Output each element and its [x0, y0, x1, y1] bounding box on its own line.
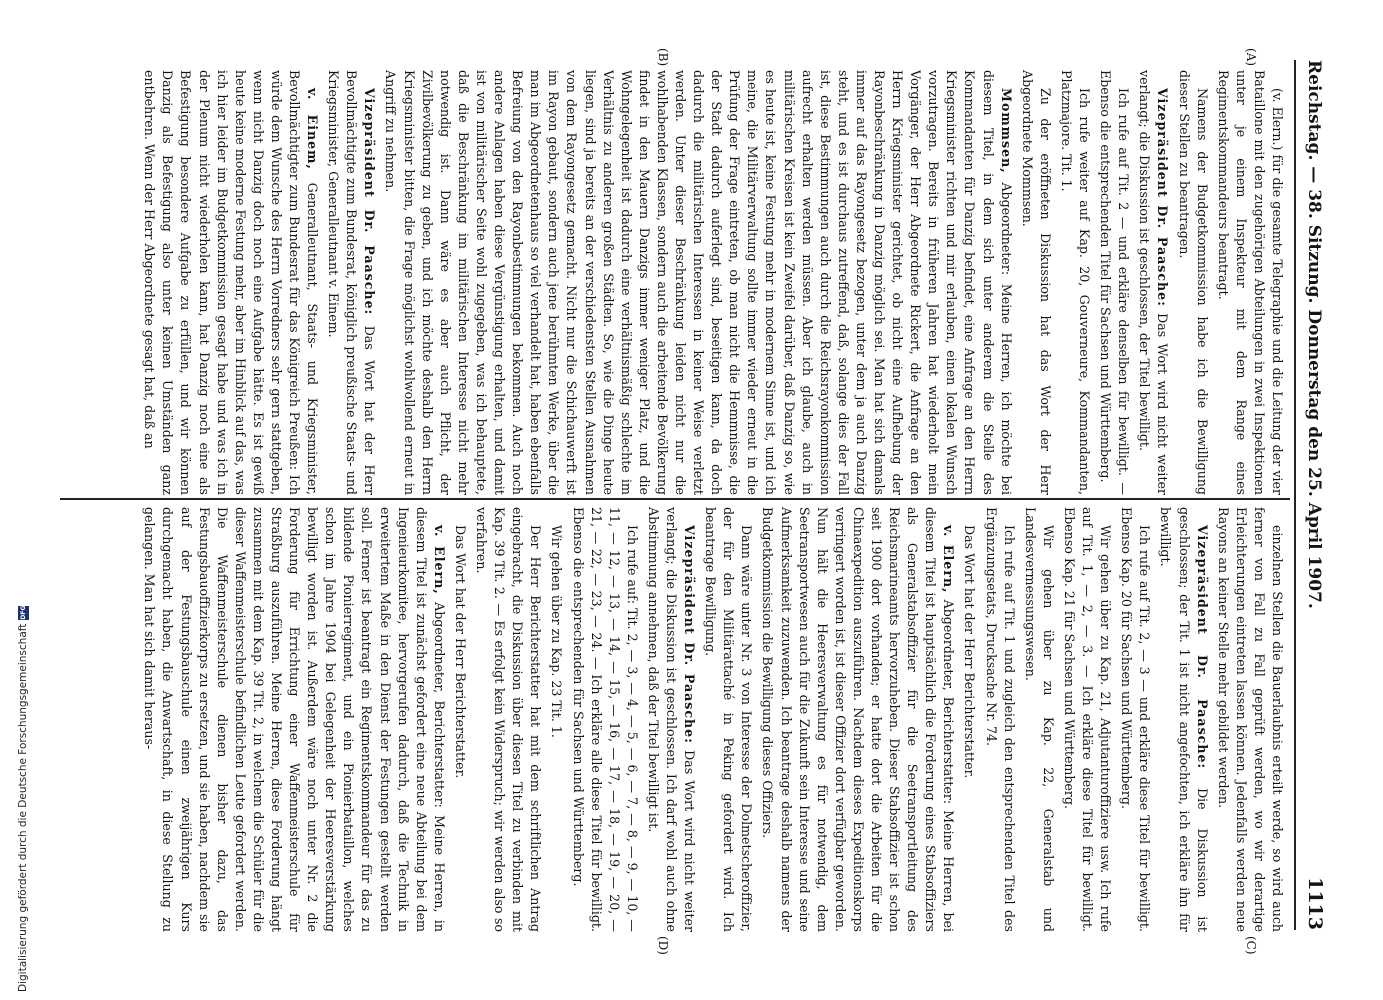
paragraph-text: Wir gehen über zu Kap. 21, Adjutanturoffiziere usw. Ich rufe auf Tit. 1, — 2, — 3. — Ich erkläre diese Titel für bewilligt. Ebenso Kap. 21 für Sachsen und Württemberg.	[1061, 507, 1114, 932]
speaker-name: v. Elern,	[941, 525, 957, 594]
paragraph	[451, 507, 469, 932]
page-number: 1113	[1304, 877, 1326, 930]
right-text-column	[62, 507, 1286, 932]
speaker-name: Vizepräsident Dr. Paasche:	[362, 88, 378, 316]
sidebar-strip	[0, 0, 29, 1000]
paragraph-text: Abgeordneter, Berichterstatter: Meine Herren, bei diesem Titel ist hauptsächlich die Forderung eines Stabsoffiziers als Generalstabsoffizier für die Seetransportleitung des Reichsmarineamts hervorzuheben. Dieser Stabsoffizier ist schon seit 1900 dort vorhanden; er hatte dort die Arbeiten für die Chinaexpedition auszuführen. Nachdem dieses Expeditionskorps verringert worden ist, ist dieser Offizier dort verfügbar geworden. Nun hält die Heeresverwaltung es für notwendig, dem Seetransportwesen auch für die Zukunft sein Interesse und seine Aufmerksamkeit zuzuwenden. Ich beantrage deshalb namens der Budgetkommission die Bewilligung dieses Offiziers.	[760, 507, 957, 932]
funding-credit-text: Digitalisierung gefördert durch die Deutsche Forschungsgemeinschaft	[17, 623, 29, 992]
paragraph-text: Das Wort hat der Herr Berichterstatter.	[452, 525, 468, 779]
paragraph-text: Das Wort hat der Herr Berichterstatter.	[962, 525, 978, 779]
paragraph-text: Abgeordneter: Meine Herren, ich möchte bei diesem Titel, in dem sich unter anderem die Stelle des Kommandanten für Danzig befindet, eine Anfrage an den Herrn Kriegsminister richten und mir erlauben, einen lokalen Wunsch vorzutragen. Bereits in früheren Jahren hat wiederholt mein Vorgänger, der Herr Abgeordnete Rickert, die Anfrage an den Herrn Kriegsminister gerichtet, ob nicht eine Aufhebung der Rayonbeschränkung in Danzig möglich sei. Man hat sich damals immer auf das Rayongesetz bezogen, unter dem ja auch Danzig steht, und es ist durchaus zutreffend, daß, solange dies der Fall ist, diese Bestimmungen auch durch die Reichsrayonkommission aufrecht erhalten werden müssen. Aber ich glaube, auch in militärischen Kreisen ist kein Zweifel darüber, daß Danzig so, wie es heute ist, keine Festung mehr in modernem Sinne ist, und ich meine, die Militärverwaltung sollte immer wieder erneut in die Prüfung der Frage eintreten, ob man nicht die Hemmnisse, die der Stadt dadurch auferlegt sind, beseitigen kann, da doch dadurch die militärischen Interessen in keiner Weise verletzt werden. Unter dieser Beschränkung leiden nicht nur die wohlhabenden Klassen, sondern auch die arbeitende Bevölkerung findet in den Mauern Danzigs immer weniger Platz, und die Wohngelegenheit ist dadurch eine verhältnismäßig schlechte im Verhältnis zu anderen großen Städten. So, wie die Dinge heute liegen, sind ja bereits an der verschiedensten Stellen Ausnahmen von dem Rayongesetz gemacht. Nicht nur die Schichauwerft ist im Rayon gebaut, sondern auch jene berühmten Werke, über die man im Abgeordnetenhaus so viel verhandelt hat, haben ebenfalls Befreiung von den Rayonbestimmungen bekommen. Auch noch andere Anlagen haben diese Vergünstigung erhalten, und damit ist von militärischer Seite wohl zugegeben, was ich behauptete, daß die Beschränkung im militärischen Interesse nicht mehr notwendig ist. Dann wäre es aber auch Pflicht, der Zivilbevölkerung zu geben, und ich möchte deshalb den Herrn Kriegsminister bitten, die Frage möglichst wohlwollend erneut in Angriff zu nehmen.	[383, 70, 1014, 495]
speaker-name: Vizepräsident Dr. Paasche:	[1194, 525, 1210, 770]
paragraph-text: Das Wort wird nicht weiter verlangt; die Diskussion ist geschlossen. Ich darf wohl auch ohne Abstimmung annehmen, daß der Titel bewilligt ist.	[645, 507, 698, 932]
paragraph-text: Ich rufe auf Tit. 2 — und erkläre denselben für bewilligt. — Ebenso die entsprechenden Titel für Sachsen und Württemberg.	[1098, 70, 1132, 495]
page-header	[1294, 60, 1326, 930]
paragraph-text: Zu der eröffneten Diskussion hat das Wort der Herr Abgeordnete Mommsen.	[1019, 70, 1053, 495]
paragraph-text: Wir gehen über zu Kap. 22, Generalstab und Landesvermessungswesen.	[1022, 507, 1056, 932]
paragraph-text: Der Herr Berichterstatter hat mit dem schriftlichen Antrag eingebracht, die Diskussion über diesen Titel zu verbinden mit Kap. 39 Tit. 2. — Es erfolgt kein Widerspruch; wir werden also so verfahren.	[474, 507, 544, 932]
paragraph	[1135, 70, 1171, 495]
speaker-name: Vizepräsident Dr. Paasche:	[682, 525, 698, 744]
paragraph	[1057, 70, 1093, 495]
paragraph	[381, 70, 1014, 495]
paragraph	[1214, 70, 1286, 495]
margin-mark-c: (C)	[1244, 936, 1258, 955]
paragraph	[1021, 507, 1057, 932]
paragraph-text: Dann wäre unter Nr. 3 von Interesse der Dolmetscheroffizier, der für den Militärattaché in Peking gefordert wird. Ich beantrage Bewilligung.	[703, 507, 755, 932]
paragraph-text: einzelnen Stellen die Bauerlaubnis erteilt werde, so wird auch ferner von Fall zu Fall geprüft werden, wo wir derartige Erleichterungen eintreten lassen können. Jedenfalls werden neue Rayons an keiner Stelle mehr gebildet werden.	[1215, 507, 1285, 932]
dfg-logo: DFG	[19, 605, 27, 620]
paragraph	[472, 507, 544, 932]
margin-mark-d: (D)	[656, 936, 670, 955]
paragraph	[568, 507, 640, 932]
paragraph	[701, 507, 755, 932]
paragraph-text: Die Diskussion ist geschlossen; der Tit. 1 ist nicht angefochten, ich erkläre ihn für bewilligt.	[1158, 507, 1210, 932]
paragraph-text: Ich rufe weiter auf Kap. 20, Gouverneure, Kommandanten, Platzmajore. Tit. 1.	[1058, 70, 1093, 495]
paragraph	[1060, 507, 1114, 932]
paragraph-text: Ich rufe auf Tit. 2, — 3 — und erkläre diese Titel für bewilligt. Ebenso Kap. 20 für Sachsen und Württemberg.	[1119, 507, 1153, 932]
document-page	[50, 0, 1340, 1000]
paragraph	[547, 507, 565, 932]
column-divider	[60, 498, 1290, 500]
paragraph-text: (v. Elern.) für die gesamte Telegraphie und die Leitung der vier Bataillone mit den zugehörigen Abteilungen in zwei Inspektionen unter je einem Inspekteur mit dem Range eines Regimentskommandeurs beantragt.	[1215, 70, 1285, 495]
paragraph-text: Das Wort wird nicht weiter verlangt; die Diskussion ist geschlossen, der Titel bewilligt.	[1137, 70, 1171, 495]
paragraph-text: Abgeordneter, Berichterstatter: Meine Herren, in diesem Titel ist zunächst gefordert eine neue Abteilung bei dem Ingenieurkomitee, hervorgerufen dadurch, daß die Technik in erweitertem Maße in den Dienst der Festungen gestellt werden soll. Ferner ist beantragt ein Regimentskommandeur für das zu bildende Pionierregiment, und ein Pionierbataillon, welches schon im Jahre 1904 bei Gelegenheit der Heeresverstärkung bewilligt worden ist. Außerdem wäre noch unter Nr. 2 die Forderung für Errichtung einer Waffenmeisterschule für Straßburg auszuführen. Meine Herren, diese Forderung hängt zusammen mit dem Kap. 39 Tit. 2, in welchem die Schüler für die dieser Waffenmeisterschule befindlichen Leute gefordert werden. Die Waffenmeisterschule dienen bisher dazu, das Festungsbauoffizierkorps zu ersetzen, und sie haben, nachdem sie auf der Festungsbauschule einen zweijährigen Kurs durchgemacht haben, die Anwartschaft, in diese Stellung zu gelangen. Man hat sich damit heraus-	[142, 507, 447, 932]
speaker-name: Vizepräsident Dr. Paasche:	[1155, 88, 1171, 307]
paragraph	[1117, 507, 1153, 932]
funding-credit	[16, 592, 30, 992]
paragraph	[1214, 507, 1286, 932]
paragraph	[1096, 70, 1132, 495]
paragraph	[140, 70, 321, 495]
paragraph	[1156, 507, 1210, 932]
paragraph	[1018, 70, 1054, 495]
margin-mark-b: (B)	[656, 48, 670, 67]
page-title: Reichstag. — 38. Sitzung. Donnerstag den 25. April 1907.	[1304, 60, 1324, 609]
paragraph-text: Wir gehen über zu Kap. 23 Tit. 1.	[549, 525, 565, 738]
paragraph-text: Ich rufe auf Tit. 1 und zugleich den entsprechenden Titel des Ergänzungsetats, Drucksache Nr. 74.	[983, 507, 1017, 932]
margin-mark-a: (A)	[1244, 48, 1258, 67]
paragraph	[324, 70, 378, 495]
speaker-name: v. Einem,	[305, 88, 321, 170]
paragraph	[982, 507, 1018, 932]
paragraph	[644, 507, 698, 932]
paragraph-text: Generalleutnant, Staats- und Kriegsminister, Bevollmächtigter zum Bundesrat für das Königreich Preußen: Ich würde dem Wunsche des Herrn Vorredners sehr gern stattgeben, wenn nicht Danzig doch noch eine Aufgabe hätte. Es ist gewiß heute keine moderne Festung mehr, aber im Hinblick auf das, was ich hier leider im Budgetkommission gesagt habe und was ich in der Plenum nicht wiederholen kann, hat Danzig noch eine als Befestigung besondere Aufgabe zu erfüllen, und wir können Danzig als Befestigung also unter keinen Umständen ganz entbehren. Wenn der Herr Abgeordnete gesagt hat, daß an	[142, 70, 321, 495]
paragraph	[1174, 70, 1210, 495]
paragraph	[758, 507, 957, 932]
left-text-column	[62, 70, 1286, 495]
paragraph-text: Ich rufe auf: Tit. 2, — 3, — 4, — 5, — 6, — 7, — 8, — 9, — 10, — 11, — 12, — 13, — 14, — 15, — 16, — 17, — 18, — 19, — 20, — 21, — 22, — 23, — 24. — Ich erkläre alle diese Titel für bewilligt. Ebenso die entsprechenden für Sachsen und Württemberg.	[570, 507, 640, 932]
paragraph-text: Namens der Budgetkommission habe ich die Bewilligung dieser Stellen zu beantragen.	[1176, 70, 1210, 495]
paragraph-text: Das Wort hat der Herr Bevollmächtigte zum Bundesrat, königlich preußische Staats- und Kriegsminister, Generalleutnant v. Einem.	[326, 70, 378, 495]
paragraph	[140, 507, 448, 932]
speaker-name: v. Elern,	[431, 525, 447, 595]
speaker-name: Mommsen,	[998, 88, 1014, 174]
paragraph	[960, 507, 978, 932]
